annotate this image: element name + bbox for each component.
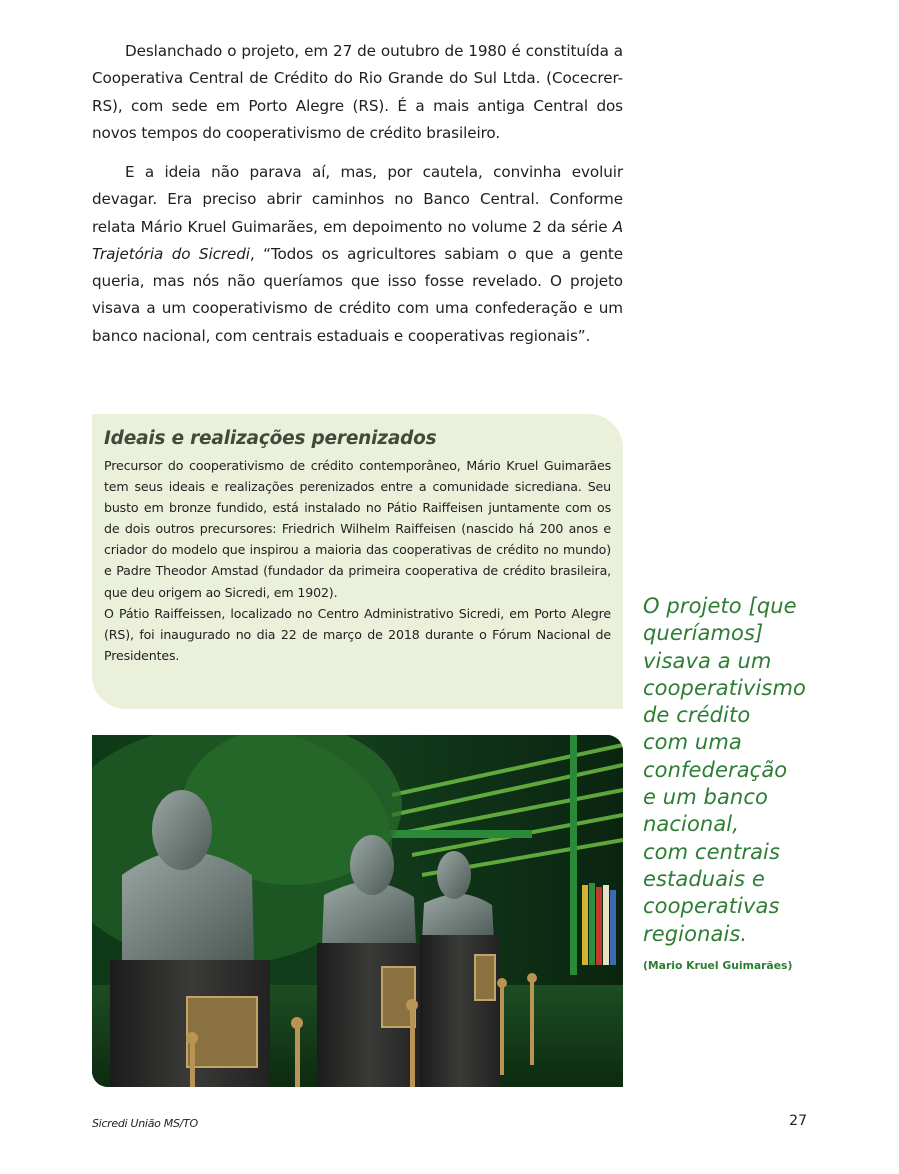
pull-quote-line: estaduais e [643,866,765,891]
pull-quote-line: e um banco [643,785,768,810]
pull-quote-line: cooperativas [643,894,780,919]
plaque-1 [187,997,257,1067]
main-article-continued [92,159,623,350]
pull-quote-line: confederação [643,757,788,782]
sidebar-box-paragraph-1: Precursor do cooperativismo de crédito contemporâneo, Mário Kruel Guimarães tem seus ideais e realizações perenizados entre a comunidade sicrediana. Seu busto em bronze fundido, está instalado no Pátio Raiffeisen juntamente com os de dois outros precursores: Friedrich Wilhelm Raiffeisen (nascido há 200 anos e criador do modelo que inspirou a maioria das cooperativas de crédito no mundo) e Padre Theodor Amstad (fundador da primeira cooperativa de crédito brasileira, que deu origem ao Sicredi, em 1902). [104,458,611,600]
sidebar-box-title: Ideais e realizações perenizados [104,428,437,449]
paragraph-2-text-b: , “Todos os agricultores sabiam o que a gente queria, mas nós não queríamos que isso fosse revelado. O projeto visava a um cooperativismo de crédito com uma confederação e um banco nacional, com centrais estaduais e cooperativas regionais”. [92,244,624,345]
pull-quote-line: cooperativismo [643,675,806,700]
pull-quote-line: queríamos] [643,621,764,646]
pull-quote-line: nacional, [643,812,739,837]
book-title: A Trajetória do Sicredi [92,217,623,263]
article-paragraph-2 [92,159,623,350]
pull-quote-line: de crédito [643,703,751,728]
pull-quote [643,593,823,948]
plaque-3 [475,955,495,1000]
pull-quote-line: com uma [643,730,742,755]
pull-quote-line: O projeto [que [643,594,797,618]
sidebar-box [92,414,623,709]
busts-photo [92,735,623,1087]
flags [582,883,616,965]
busts-photo-illustration [92,735,623,1087]
pull-quote-line: visava a um [643,648,772,673]
sidebar-box-paragraph-2: O Pátio Raiffeissen, localizado no Centro Administrativo Sicredi, em Porto Alegre (RS), foi inaugurado no dia 22 de março de 2018 durante o Fórum Nacional de Presidentes. [104,605,611,663]
paragraph-2-text-a: E a ideia não parava aí, mas, por cautela, convinha evoluir devagar. Era preciso abrir caminhos no Banco Central. Conforme relata Mário Kruel Guimarães, em depoimento no volume 2 da série [92,163,623,236]
pull-quote-line: com centrais [643,839,781,864]
page-number: 27 [789,1113,807,1129]
pull-quote-line: regionais. [643,921,748,946]
footer-publication: Sicredi União MS/TO [92,1117,198,1130]
green-pillar [570,735,577,975]
article-paragraph-1: Deslanchado o projeto, em 27 de outubro de 1980 é constituída a Cooperativa Central de Crédito do Rio Grande do Sul Ltda. (Cocecrer-RS), com sede em Porto Alegre (RS). É a mais antiga Central dos novos tempos do cooperativismo de crédito brasileiro. [92,42,623,142]
green-beam [382,830,532,838]
pull-quote-author: (Mario Kruel Guimarães) [643,959,793,972]
